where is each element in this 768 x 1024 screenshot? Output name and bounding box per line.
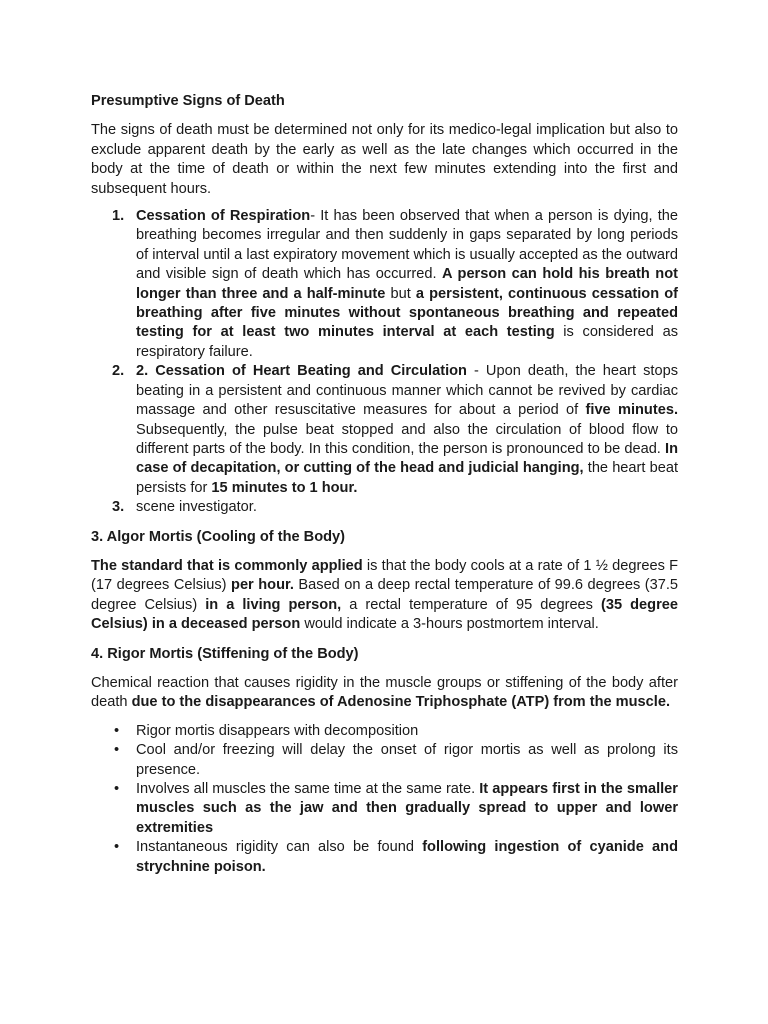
list-item-text: but [385,285,416,302]
list-item [91,722,678,741]
list-item-text: - It has been observed that when a person is dying, the breathing becomes irregular and then suddenly in gaps separated by long periods of interval until a last expiratory movement which is usually accepted as the outward and visible sign of death which has occurred. [136,208,678,283]
emphasis-text: five minutes. [585,402,678,419]
list-item-text: - Upon death, the heart stops beating in a persistent and continuous manner which cannot be revived by cardiac massage and other resuscitative measures for about a period of [136,363,678,419]
list-item [91,780,678,838]
list-item-scene [91,498,678,517]
list-item-heart [91,362,678,498]
bullet-icon: • [114,722,120,739]
list-item [91,741,678,780]
numbered-list [91,207,678,518]
emphasis-text: a persistent, continuous cessation of breathing after five minutes without spontaneous breathing and repeated testing for at least two minutes interval at each testing [136,285,678,341]
document-title: Presumptive Signs of Death [91,93,285,109]
emphasis-text: in a living person, [205,596,342,613]
paragraph-text: would indicate a 3-hours postmortem interval. [300,616,599,633]
emphasis-text: per hour. [231,577,294,594]
emphasis-text: following ingestion of cyanide and strychnine poison. [136,839,678,875]
emphasis-text: (35 degree Celsius) in a deceased person [91,596,678,633]
list-item-text: Involves all muscles the same time at the same rate. [136,781,480,797]
intro-paragraph: The signs of death must be determined not only for its medico-legal implication but also to exclude apparent death by the early as well as the late changes which occurred in the body at the time of death or within the next few minutes extending into the first and subsequent hours. [91,122,678,197]
list-item-text: Rigor mortis disappears with decomposition [136,722,419,739]
list-number: 2. [112,363,125,380]
emphasis-text: It appears first in the smaller muscles such as the jaw and then gradually spread to upper and lower extremities [136,781,678,836]
emphasis-text: A person can hold his breath not longer than three and a half-minute [136,266,678,302]
list-item-respiration [91,207,678,362]
list-item-heading: 2. Cessation of Heart Beating and Circulation [136,363,467,380]
list-item-text: Subsequently, the pulse beat stopped and also the circulation of blood flow to different parts of the body. In this condition, the person is pronounced to be dead. [136,421,678,457]
list-item-text: Instantaneous rigidity can also be found [136,839,423,856]
emphasis-text: 15 minutes to 1 hour. [211,479,358,496]
rigor-heading: 4. Rigor Mortis (Stiffening of the Body) [91,645,359,662]
algor-paragraph [91,557,678,635]
list-item-heading: Cessation of Respiration [136,208,311,225]
list-item-text: is considered as respiratory failure. [136,324,678,360]
paragraph-text: is that the body cools at a rate of 1 ½ degrees F (17 degrees Celsius) [91,557,679,594]
list-item-text: scene investigator. [136,499,257,516]
bullet-icon: • [114,742,120,759]
document-page [91,92,678,877]
bullet-icon: • [114,781,120,797]
list-number: 3. [112,499,125,516]
bullet-icon: • [114,839,120,856]
rigor-paragraph [91,674,678,713]
emphasis-text: In case of decapitation, or cutting of the head and judicial hanging, [136,440,678,477]
list-item [91,838,678,877]
list-number: 1. [112,208,125,225]
list-item-text: Cool and/or freezing will delay the onset of rigor mortis as well as prolong its presence. [136,742,678,778]
list-item-text: the heart beat persists for [136,460,678,496]
paragraph-text: a rectal temperature of 95 degrees [341,596,601,613]
bullet-list [91,722,678,877]
paragraph-text: Chemical reaction that causes rigidity in the muscle groups or stiffening of the body after death [91,674,678,711]
emphasis-text: The standard that is commonly applied [91,557,363,574]
emphasis-text: due to the disappearances of Adenosine Triphosphate (ATP) from the muscle. [131,694,671,711]
paragraph-text: Based on a deep rectal temperature of 99.6 degrees (37.5 degree Celsius) [91,577,679,613]
algor-heading: 3. Algor Mortis (Cooling of the Body) [91,528,346,545]
